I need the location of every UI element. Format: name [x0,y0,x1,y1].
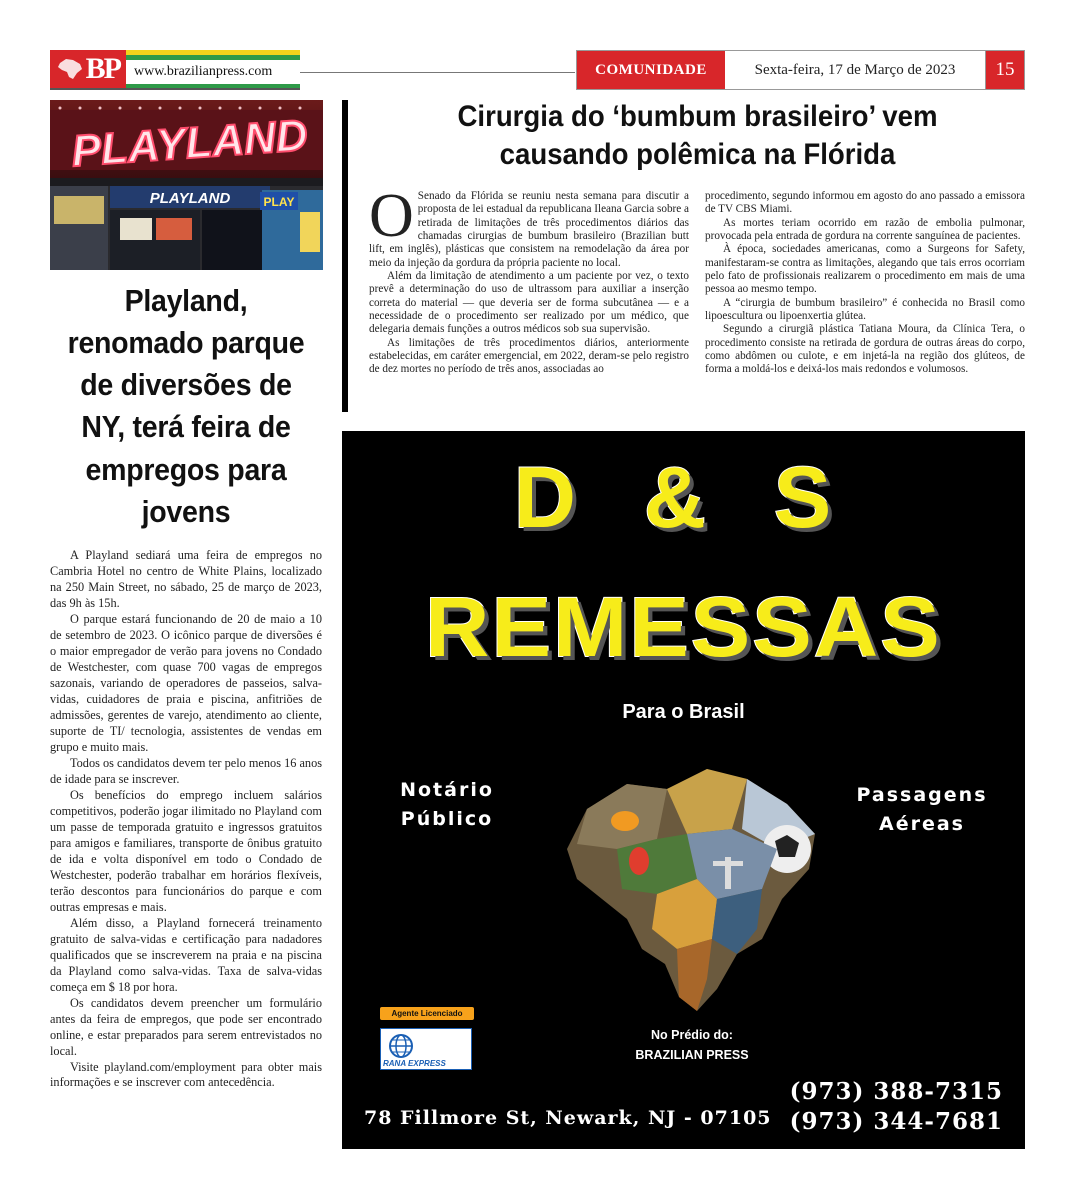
logo-text: BP [85,52,120,85]
agent-name: RANA EXPRESS [383,1059,446,1068]
phone-number[interactable]: (973) 344-7681 [789,1107,1003,1135]
paragraph: As limitações de três procedimentos diários, anteriormente estabelecidas, em caráter emergencial, em 2022, deram-se pelo registro de dez mortes no período de três anos, associadas ao [369,336,689,376]
section-label: COMUNIDADE [577,51,725,89]
left-article-body [50,548,322,1091]
url-banner [126,50,300,88]
play-sign: PLAY [263,195,295,209]
paragraph: O parque estará funcionando de 20 de maio a 10 de setembro de 2023. O icônico parque de diversões é o maior empregador de verão para jovens no Condado de Westchester, com quase 700 vagas de empregos sazonais, variando de operadores de passeios, salva-vidas, cuidadores de praia e piscina, anfitriões de admissões, gerentes de varejo, atendimento ao cliente, suporte de TI/ tecnologia, assistentes de vendas em grupo e muito mais. [50,611,322,754]
page-number: 15 [986,51,1024,89]
headline-line-2: causando polêmica na Flórida [499,138,896,172]
paragraph: Os candidatos devem preencher um formulário antes da feira de empregos, que pode ser encontrado online, e estar preparados para serem entrevistados no local. [50,995,322,1058]
paragraph: O Senado da Flórida se reuniu nesta semana para discutir a proposta de lei estadual da republicana Ileana Garcia sobre a retirada de limitações de três procedimentos diários das chamadas cirurgias de bumbum brasileiro (Brazilian butt lift, em inglês), plásticas que consistem na remodelação da área por meio da injeção da gordura da própria paciente no local. [369,182,689,269]
playland-small-sign: PLAYLAND [149,190,231,207]
paragraph: Além da limitação de atendimento a um paciente por vez, o texto prevê a determinação do uso de ultrassom para auxiliar a inserção correta do material — que deveria ser de forma subcutânea — e a necessidade de o procedimento ser realizado por um médico, que delegaria demais funções a outros médicos sob sua supervisão. [369,269,689,336]
drop-cap: O [369,182,414,250]
brazil-map-icon [56,57,84,81]
paragraph: procedimento, segundo informou em agosto do ano passado a emissora de TV CBS Miami. [705,190,1025,216]
service-notary-line2: Público [400,808,494,831]
paragraph: Todos os candidatos devem ter pelo menos 16 anos de idade para se inscrever. [50,755,322,786]
service-flights-line2: Aéreas [879,813,965,836]
agent-tag: Agente Licenciado [380,1007,474,1020]
playland-neon-sign: PLAYLAND [69,110,310,177]
service-flights-line1: Passagens [856,784,988,806]
ad-title-ds: D & S [513,450,854,546]
header-divider [300,72,575,73]
article-column-2 [705,190,1025,377]
paragraph: À época, sociedades americanas, como a Surgeons for Safety, manifestaram-se contra as limitações, alegando que tais erros ocorriam pelo fato de profissionais realizarem o procedimento em mais de uma pessoa ao mesmo tempo. [705,243,1025,296]
paragraph: A Playland sediará uma feira de empregos no Cambria Hotel no centro de White Plains, localizado na 250 Main Street, no sábado, 25 de março de 2023, das 9h às 15h. [50,548,322,610]
page-info-bar [576,50,1025,90]
headline-line-1: Cirurgia do ‘bumbum brasileiro’ vem [457,100,938,133]
ad-title-remessas: REMESSAS [425,580,942,674]
paragraph: Segundo a cirurgiã plástica Tatiana Moura, da Clínica Tera, o procedimento consiste na retirada de gordura de outras áreas do corpo, como abdômen ou culote, e em injetá-la na região dos glúteos, de forma a moldá-los e deixá-los mais redondos e volumosos. [705,323,1025,376]
green-stripe-bottom [126,84,300,88]
paragraph: Os benefícios do emprego incluem salários competitivos, poderão jogar ilimitado no Playland com um passe de temporada gratuito e ingressos gratuitos para amigos e familiares, transporte de ônibus gratuito de ida e volta disponível em todo o Condado de Westchester, poderão trabalhar em horários flexíveis, terão descontos para funcionários do parque e com outras empresas e mais. [50,787,322,914]
service-notary [362,776,532,835]
ad-subtitle: Para o Brasil [622,701,745,723]
playland-storefront-image [50,100,323,270]
licensed-agent-badge [380,1007,474,1070]
building-note-line2: BRAZILIAN PRESS [635,1048,749,1062]
masthead [50,50,300,90]
issue-date: Sexta-feira, 17 de Março de 2023 [725,51,986,89]
article-accent-bar [342,100,348,412]
website-url[interactable]: www.brazilianpress.com [134,64,273,79]
paragraph: As mortes teriam ocorrido em razão de embolia pulmonar, provocada pela entrada de gordura na corrente sanguínea de pacientes. [705,216,1025,242]
article-column-1 [369,182,689,377]
building-note [582,1025,802,1065]
ds-remessas-advertisement[interactable] [342,431,1025,1149]
service-notary-line1: Notário [400,779,494,801]
playland-photo [50,100,323,270]
paragraph: A “cirurgia de bumbum brasileiro” é conhecida no Brasil como lipoescultura ou lipoenxertia glútea. [705,296,1025,322]
left-article-headline: Playland, renomado parque de diversões de NY, terá feira de empregos para jovens [67,283,305,529]
ad-phones [790,1077,1003,1137]
rana-express-logo [380,1028,472,1070]
building-note-line1: No Prédio do: [651,1028,733,1042]
brazil-collage-map-icon [547,749,827,1019]
ad-address: 78 Fillmore St, Newark, NJ - 07105 [364,1107,772,1129]
paragraph: Visite playland.com/employment para obter mais informações e se inscrever com antecedência. [50,1059,322,1090]
service-flights [827,781,1017,840]
brazilian-press-logo[interactable] [50,50,126,88]
right-article-headline [387,98,1008,175]
phone-number[interactable]: (973) 388-7315 [789,1078,1003,1105]
paragraph: Além disso, a Playland fornecerá treinamento gratuito de salva-vidas e certificação para nadadores qualificados que se inscreverem na praia e na piscina da Playland como salva-vidas. Taxa de salva-vidas começa em $ 18 por hora. [50,915,322,994]
globe-icon [387,1033,415,1059]
